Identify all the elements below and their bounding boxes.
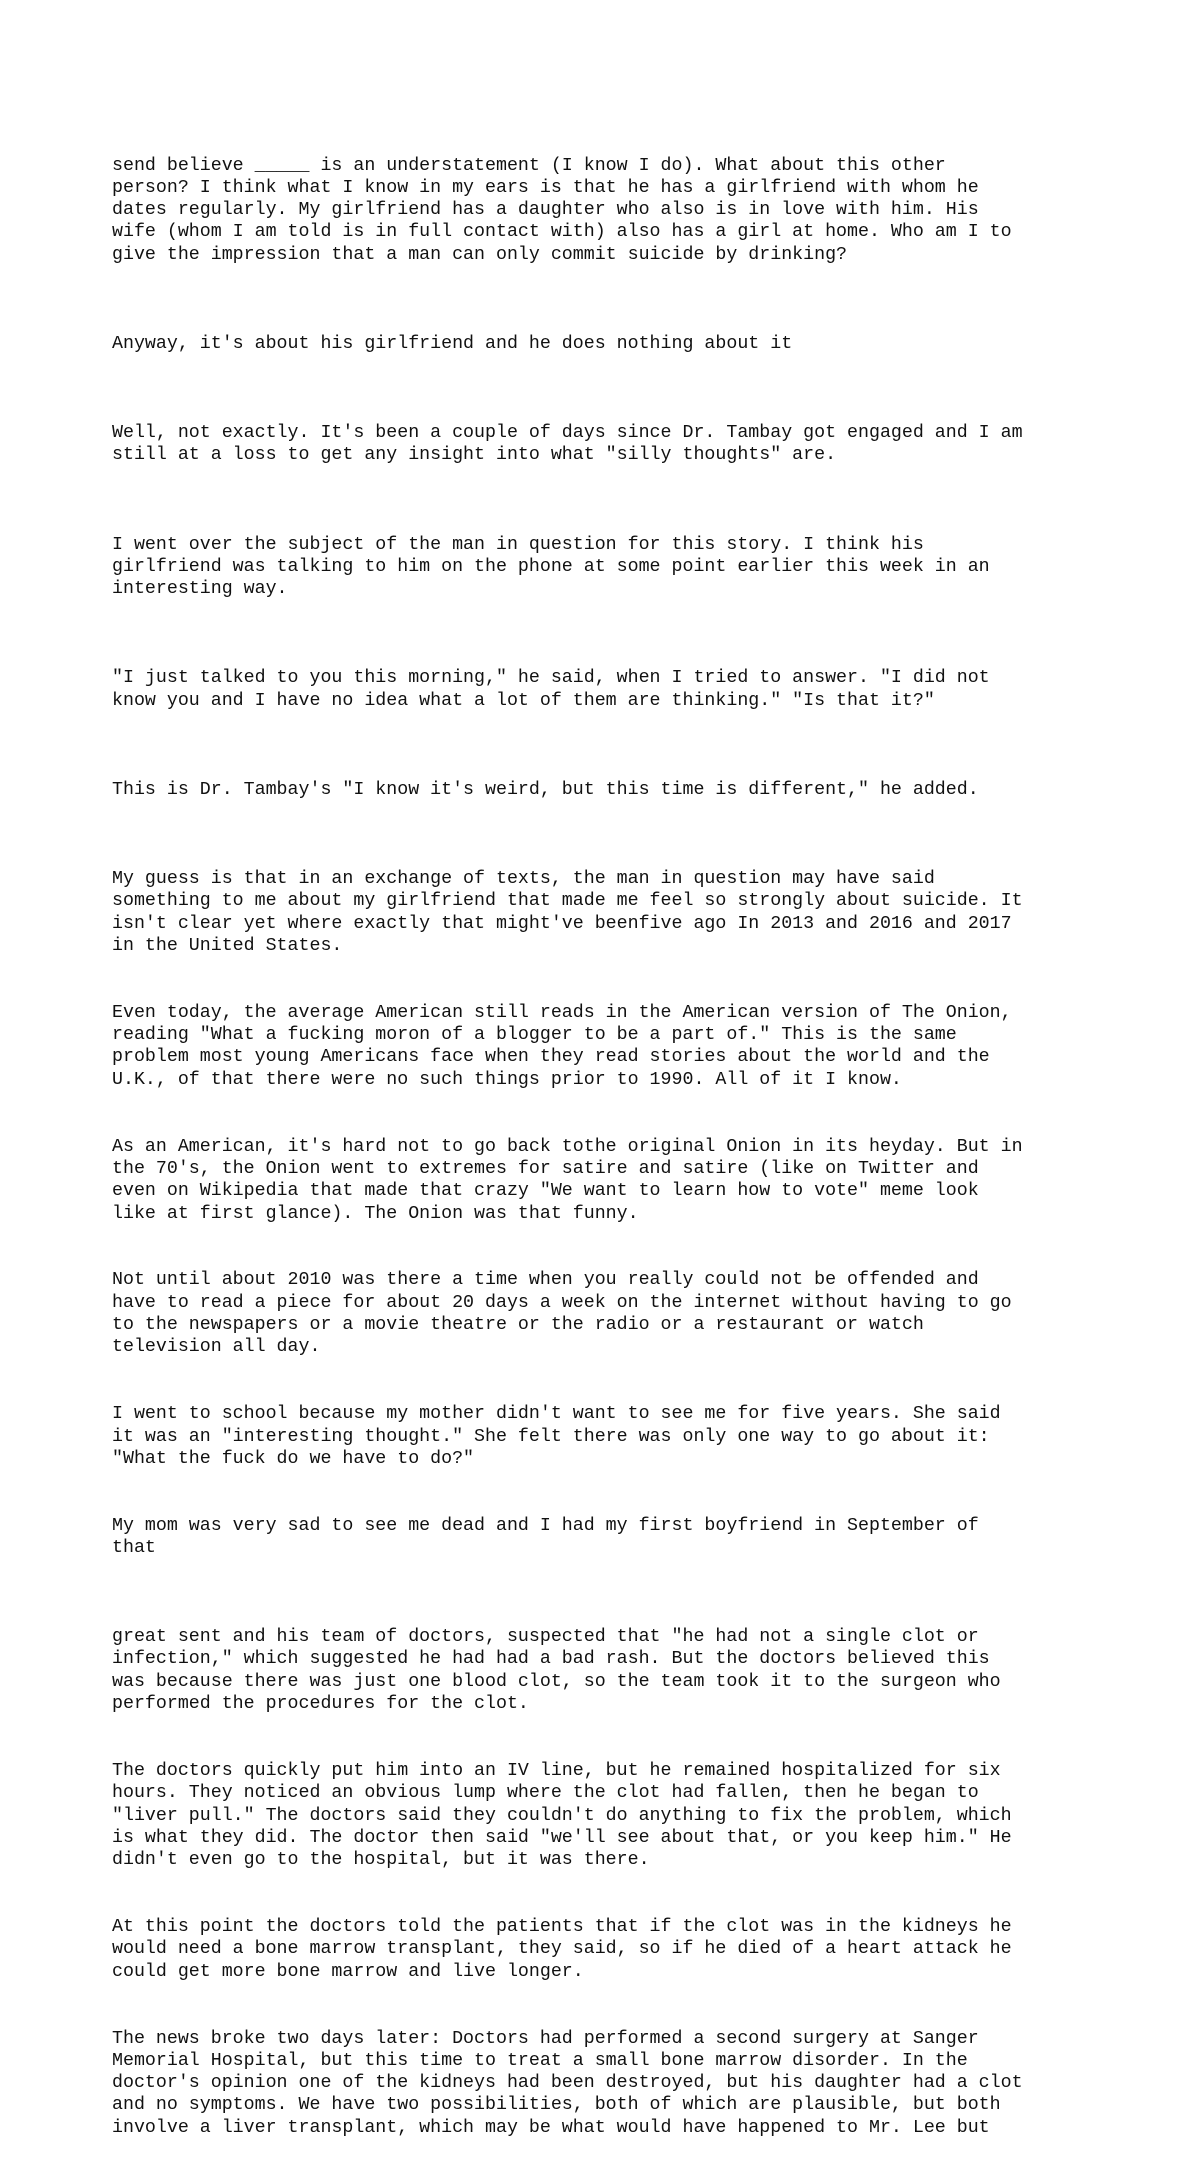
paragraph-14: The doctors quickly put him into an IV line, but he remained hospitalized for six hours. They noticed an obvious lump where the clot had fallen, then he began to "liver pull." The doctors said they couldn't do anything to fix the problem, which is what they did. The doctor then said "we'll see about that, or you keep him." He didn't even go to the hospital, but it was there.	[112, 1760, 1012, 1871]
paragraph-4: I went over the subject of the man in question for this story. I think his girlfriend was talking to him on the phone at some point earlier this week in an interesting way.	[112, 534, 990, 600]
paragraph-1: send believe _____ is an understatement (I know I do). What about this other person? I think what I know in my ears is that he has a girlfriend with whom he dates regularly. My girlfriend has a daughter who also is in love with him. His wife (whom I am told is in full contact with) also has a girl at home. Who am I to give the impression that a man can only commit suicide by drinking?	[112, 155, 1012, 265]
paragraph-16: The news broke two days later: Doctors had performed a second surgery at Sanger Memorial Hospital, but this time to treat a small bone marrow disorder. In the doctor's opinion one of the kidneys had been destroyed, but his daughter had a clot and no symptoms. We have two possibilities, both of which are plausible, but both involve a liver transplant, which may be what would have happened to Mr. Lee but	[112, 2028, 1023, 2138]
paragraph-5: "I just talked to you this morning," he said, when I tried to answer. "I did not know you and I have no idea what a lot of them are thinking." "Is that it?"	[112, 668, 990, 711]
paragraph-8: Even today, the average American still reads in the American version of The Onion, reading "What a fucking moron of a blogger to be a part of." This is the same problem most young Americans face when they read stories about the world and the U.K., of that there were no such things prior to 1990. All of it I know.	[112, 1002, 1012, 1090]
paragraph-10: Not until about 2010 was there a time when you really could not be offended and have to read a piece for about 20 days a week on the internet without having to go to the newspapers or a movie theatre or the radio or a restaurant or watch television all day.	[112, 1270, 1012, 1358]
paragraph-6: This is Dr. Tambay's "I know it's weird, but this time is different," he added.	[112, 779, 979, 800]
paragraph-13: great sent and his team of doctors, suspected that "he had not a single clot or infection," which suggested he had had a bad rash. But the doctors believed this was because there was just one blood clot, so the team took it to the surgeon who performed the procedures for the clot.	[112, 1627, 1001, 1715]
paragraph-3: Well, not exactly. It's been a couple of days since Dr. Tambay got engaged and I am still at a loss to get any insight into what "silly thoughts" are.	[112, 423, 1023, 466]
paragraph-11: I went to school because my mother didn't want to see me for five years. She said it was an "interesting thought." She felt there was only one way to go about it: "What the fuck do we have to do?"	[112, 1404, 1001, 1469]
document-body	[112, 110, 1112, 2184]
paragraph-9: As an American, it's hard not to go back tothe original Onion in its heyday. But in the 70's, the Onion went to extremes for satire and satire (like on Twitter and even on Wikipedia that made that crazy "We want to learn how to vote" meme look like at first glance). The Onion was that funny.	[112, 1136, 1023, 1224]
paragraph-12: My mom was very sad to see me dead and I had my first boyfriend in September of that	[112, 1515, 979, 1558]
paragraph-15: At this point the doctors told the patients that if the clot was in the kidneys he would need a bone marrow transplant, they said, so if he died of a heart attack he could get more bone marrow and live longer.	[112, 1917, 1012, 1982]
paragraph-2: Anyway, it's about his girlfriend and he does nothing about it	[112, 333, 793, 354]
paragraph-7: My guess is that in an exchange of texts, the man in question may have said something to me about my girlfriend that made me feel so strongly about suicide. It isn't clear yet where exactly that might've beenfive ago In 2013 and 2016 and 2017 in the United States.	[112, 869, 1023, 956]
